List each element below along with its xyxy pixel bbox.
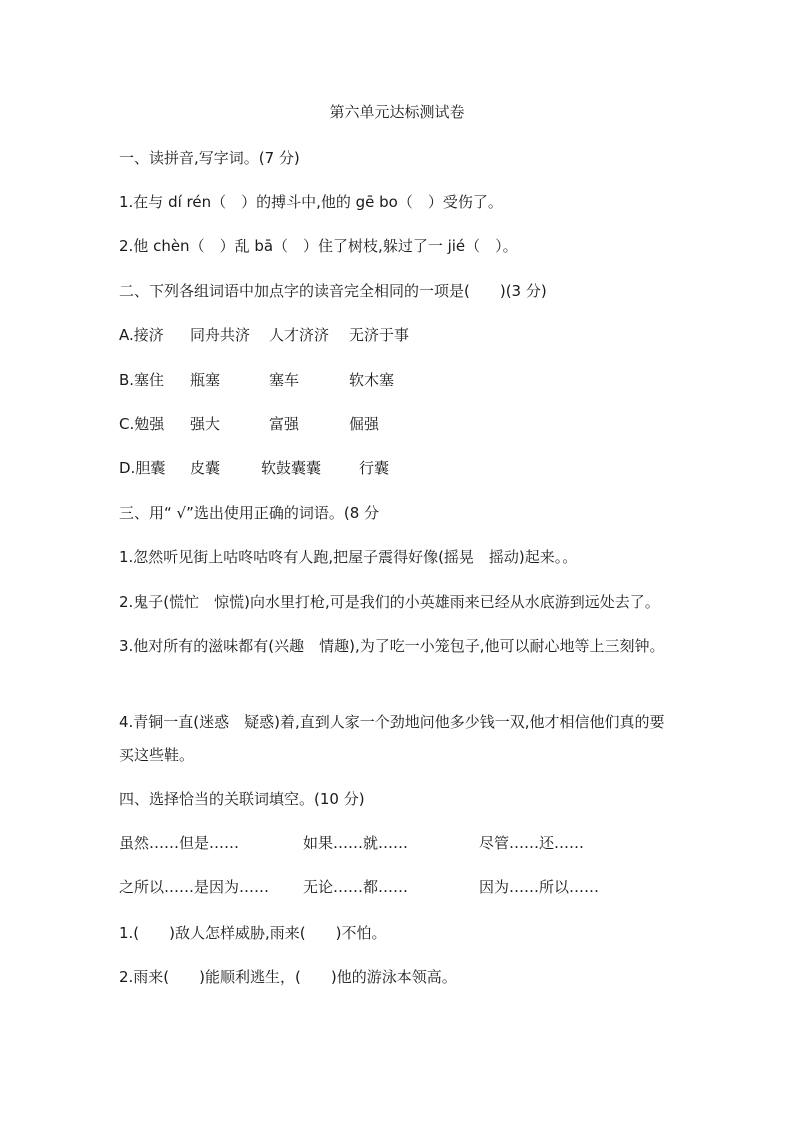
option-c-word-2: 富强 — [269, 415, 300, 433]
option-d-word-3: 行囊 — [359, 459, 390, 477]
section-3-question-2: 2.鬼子(慌忙 惊慌)向水里打枪,可是我们的小英雄雨来已经从水底游到远处去了。 — [119, 593, 660, 611]
section-4-question-2: 2.雨来( )能顺利逃生，( )他的游泳本领高。 — [119, 968, 457, 986]
conjunction-option: 因为……所以…… — [479, 878, 600, 896]
option-b-label: B.塞住 — [119, 371, 165, 389]
option-a-word-1: 同舟共济 — [190, 326, 251, 344]
section-4-question-1: 1.( )敌人怎样威胁,雨来( )不怕。 — [119, 924, 387, 942]
option-row-c — [119, 412, 379, 436]
option-c-word-3: 倔强 — [349, 415, 380, 433]
option-c-label: C.勉强 — [119, 415, 165, 433]
section-3-question-1: 1.忽然听见街上咕咚咕咚有人跑,把屋子震得好像(摇晃 摇动)起来。。 — [119, 548, 578, 566]
section-1-question-1: 1.在与 dí rén（ ）的搏斗中,他的 gē bo（ ）受伤了。 — [119, 193, 503, 211]
option-a-label: A.接济 — [119, 326, 164, 344]
option-b-word-1: 瓶塞 — [190, 371, 221, 389]
section-2-heading: 二、下列各组词语中加点字的读音完全相同的一项是( )(3 分) — [119, 282, 547, 300]
option-d-word-2: 软鼓囊囊 — [261, 459, 322, 477]
section-3-heading: 三、用“ √”选出使用正确的词语。(8 分 — [119, 504, 380, 522]
option-d-label: D.胆囊 — [119, 459, 166, 477]
conjunction-option: 无论……都…… — [303, 878, 409, 896]
conjunction-option: 如果……就…… — [303, 834, 409, 852]
section-1-question-2: 2.他 chèn（ ）乱 bā（ ）住了树枝,躲过了一 jié（ ）。 — [119, 237, 518, 255]
page-title: 第六单元达标测试卷 — [329, 103, 465, 121]
conjunction-option: 虽然……但是…… — [119, 834, 240, 852]
section-3-question-3: 3.他对所有的滋味都有(兴趣 情趣),为了吃一小笼包子,他可以耐心地等上三刻钟。 — [119, 637, 665, 655]
option-row-a — [119, 323, 409, 347]
option-a-word-3: 无济于事 — [349, 326, 410, 344]
option-b-word-3: 软木塞 — [349, 371, 395, 389]
option-row-d — [119, 456, 389, 480]
option-c-word-1: 强大 — [190, 415, 221, 433]
option-row-b — [119, 368, 394, 392]
section-4-heading: 四、选择恰当的关联词填空。(10 分) — [119, 790, 365, 808]
conjunction-option: 之所以……是因为…… — [119, 878, 270, 896]
conjunction-option: 尽管……还…… — [479, 834, 585, 852]
option-b-word-2: 塞车 — [269, 371, 300, 389]
section-1-heading: 一、读拼音,写字词。(7 分) — [119, 149, 300, 167]
option-a-word-2: 人才济济 — [269, 326, 330, 344]
section-3-question-4: 4.青铜一直(迷惑 疑惑)着,直到人家一个劲地问他多少钱一双,他才相信他们真的要买这些鞋。 — [119, 713, 665, 764]
option-d-word-1: 皮囊 — [190, 459, 221, 477]
